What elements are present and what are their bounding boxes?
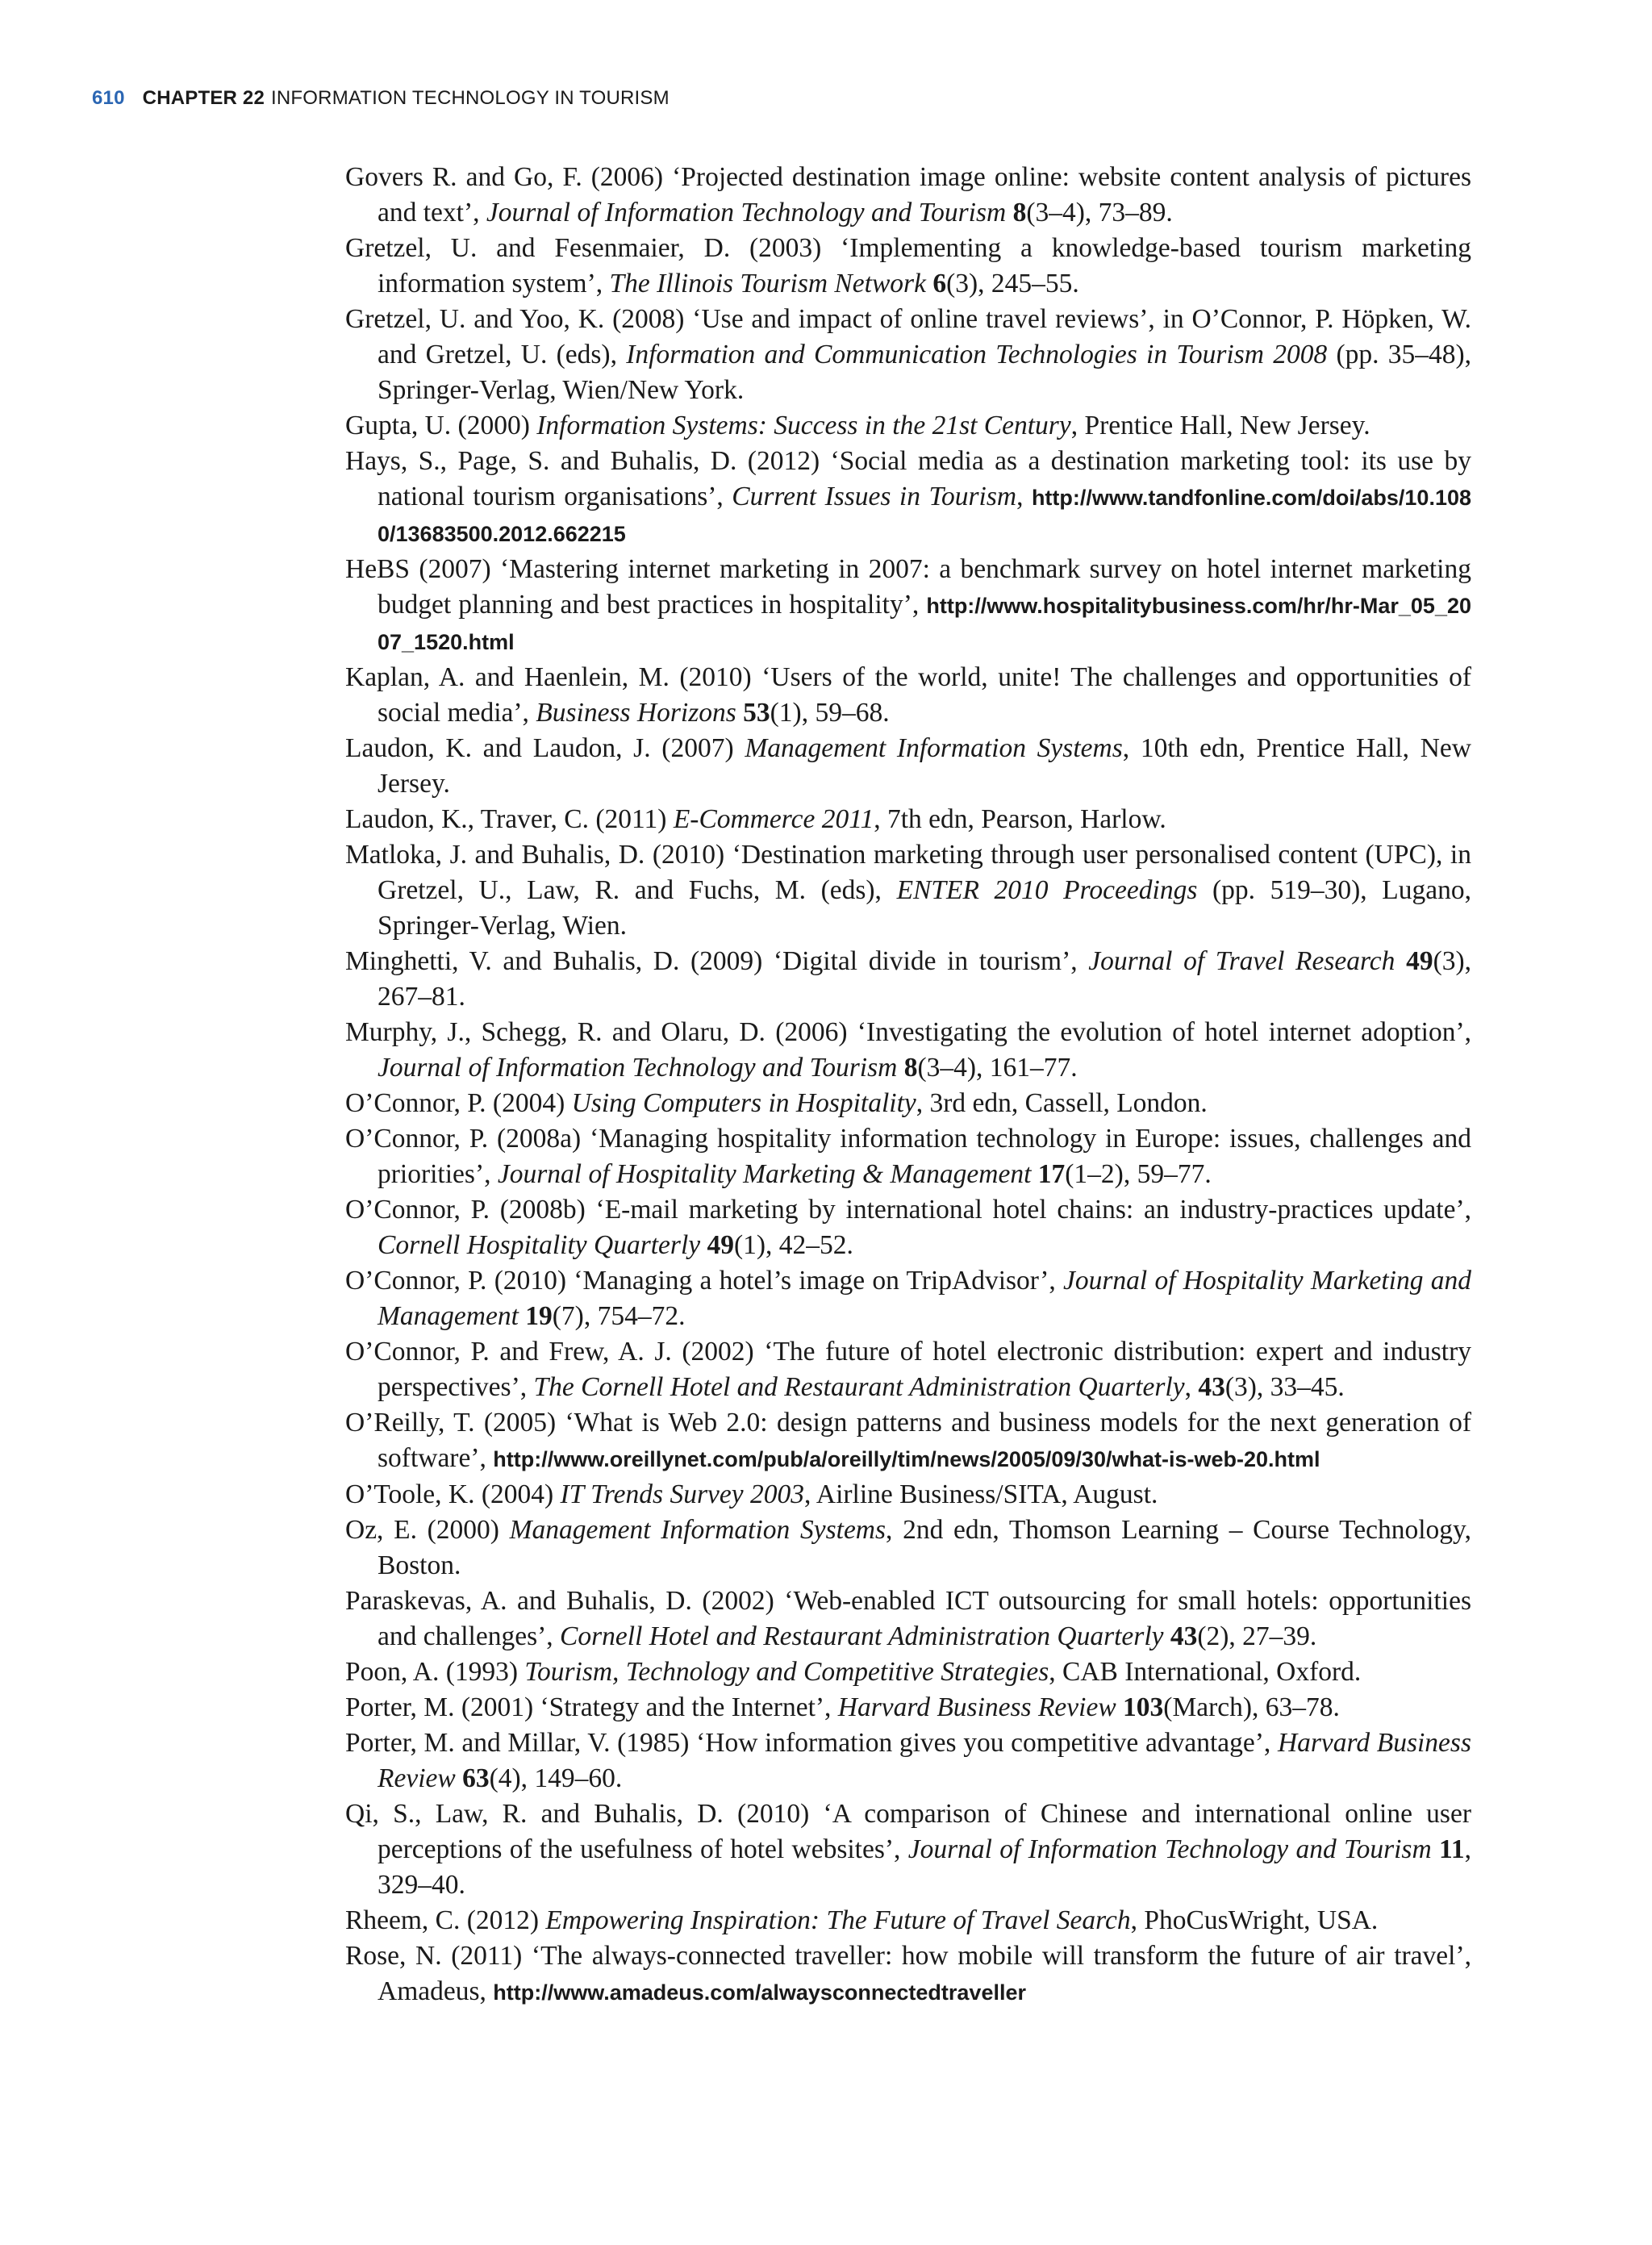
reference-text: (3–4), 73–89. [1026, 198, 1173, 227]
reference-text: , 3rd edn, Cassell, London. [916, 1088, 1208, 1118]
reference-text [456, 1763, 462, 1793]
reference-text: (3), 33–45. [1224, 1372, 1345, 1402]
reference-text [1116, 1692, 1123, 1722]
reference-entry [345, 1015, 1471, 1086]
reference-url[interactable]: http://www.amadeus.com/alwaysconnectedtraveller [493, 1980, 1026, 2005]
reference-entry [345, 1690, 1471, 1725]
publication-title: Business Horizons [536, 698, 736, 728]
reference-text: (pp. 35–48), Springer-Verlag, Wien/New York. [378, 340, 1471, 405]
reference-text [1164, 1621, 1170, 1651]
publication-title: Management Information Systems [509, 1515, 886, 1545]
reference-text: , 10th edn, Prentice Hall, New Jersey. [378, 733, 1471, 799]
reference-text: Laudon, K. and Laudon, J. (2007) [345, 733, 745, 763]
reference-text [700, 1230, 707, 1260]
reference-text: Govers R. and Go, F. (2006) ‘Projected destination image online: website content analysis of pictures and text’, [345, 162, 1471, 227]
reference-entry [345, 1192, 1471, 1263]
publication-title: Information and Communication Technologies in Tourism 2008 [626, 340, 1328, 369]
reference-text: (4), 149–60. [489, 1763, 623, 1793]
chapter-title: INFORMATION TECHNOLOGY IN TOURISM [271, 87, 670, 109]
reference-text: , Airline Business/SITA, August. [803, 1479, 1158, 1509]
reference-text: Hays, S., Page, S. and Buhalis, D. (2012) ‘Social media as a destination marketing tool: its use by national tourism organisations’, [345, 446, 1471, 511]
reference-list [345, 160, 1471, 2010]
reference-text: (March), 63–78. [1163, 1692, 1340, 1722]
publication-title: Using Computers in Hospitality [571, 1088, 916, 1118]
publication-title: Empowering Inspiration: The Future of Travel Search [545, 1905, 1131, 1935]
publication-title: Journal of Hospitality Marketing and Management [378, 1266, 1471, 1331]
reference-text: Kaplan, A. and Haenlein, M. (2010) ‘Users of the world, unite! The challenges and opportunities of social media’, [345, 662, 1471, 728]
publication-title: Cornell Hotel and Restaurant Administration Quarterly [560, 1621, 1164, 1651]
reference-text [1031, 1159, 1037, 1189]
volume-number: 49 [1406, 946, 1433, 976]
reference-text: (1), 59–68. [770, 698, 890, 728]
chapter-label: CHAPTER 22 [142, 87, 265, 109]
publication-title: Management Information Systems [745, 733, 1123, 763]
volume-number: 43 [1170, 1621, 1198, 1651]
reference-text: , 329–40. [378, 1834, 1471, 1900]
publication-title: The Cornell Hotel and Restaurant Administration Quarterly [533, 1372, 1185, 1402]
volume-number: 53 [743, 698, 770, 728]
publication-title: Harvard Business Review [837, 1692, 1116, 1722]
publication-title: Harvard Business Review [378, 1728, 1471, 1793]
reference-entry [345, 552, 1471, 660]
reference-url[interactable]: http://www.hospitalitybusiness.com/hr/hr-Mar_05_2007_1520.html [378, 594, 1471, 654]
reference-text: Gretzel, U. and Yoo, K. (2008) ‘Use and impact of online travel reviews’, in O’Connor, P. Höpken, W. and Gretzel, U. (eds), [345, 304, 1471, 369]
reference-url[interactable]: http://www.oreillynet.com/pub/a/oreilly/tim/news/2005/09/30/what-is-web-20.html [493, 1447, 1320, 1471]
publication-title: IT Trends Survey 2003 [560, 1479, 804, 1509]
reference-text: (pp. 519–30), Lugano, Springer-Verlag, Wien. [378, 875, 1471, 941]
reference-text: , Prentice Hall, New Jersey. [1070, 411, 1370, 440]
reference-url[interactable]: http://www.tandfonline.com/doi/abs/10.1080/13683500.2012.662215 [378, 486, 1471, 546]
reference-text: O’Connor, P. (2004) [345, 1088, 572, 1118]
reference-entry [345, 408, 1471, 444]
reference-text: Oz, E. (2000) [345, 1515, 510, 1545]
volume-number: 17 [1037, 1159, 1066, 1189]
reference-entry [345, 444, 1471, 552]
volume-number: 63 [462, 1763, 490, 1793]
publication-title: Information Systems: Success in the 21st Century [536, 411, 1071, 440]
reference-entry [345, 1584, 1471, 1655]
reference-text: Poon, A. (1993) [345, 1657, 525, 1687]
reference-text: O’Toole, K. (2004) [345, 1479, 561, 1509]
volume-number: 49 [707, 1230, 734, 1260]
page-number: 610 [92, 87, 125, 109]
reference-entry [345, 1903, 1471, 1938]
publication-title: E-Commerce 2011 [673, 804, 874, 834]
reference-text: O’Connor, P. (2008a) ‘Managing hospitality information technology in Europe: issues, challenges and priorities’, [345, 1124, 1471, 1189]
reference-text: HeBS (2007) ‘Mastering internet marketing in 2007: a benchmark survey on hotel internet marketing budget planning and best practices in hospitality’, [345, 554, 1471, 620]
reference-entry [345, 802, 1471, 837]
reference-text: Qi, S., Law, R. and Buhalis, D. (2010) ‘A comparison of Chinese and international online user perceptions of the usefulness of hotel websites’, [345, 1799, 1471, 1864]
reference-text: (3–4), 161–77. [917, 1053, 1078, 1083]
reference-text: O’Connor, P. and Frew, A. J. (2002) ‘The future of hotel electronic distribution: expert and industry perspectives’, [345, 1337, 1471, 1402]
reference-text: Rheem, C. (2012) [345, 1905, 546, 1935]
reference-text [897, 1053, 903, 1083]
reference-entry [345, 302, 1471, 408]
reference-entry [345, 731, 1471, 802]
reference-text [1006, 198, 1012, 227]
reference-text: (1), 42–52. [734, 1230, 853, 1260]
volume-number: 8 [903, 1053, 918, 1083]
volume-number: 11 [1438, 1834, 1465, 1864]
reference-text: , [1016, 482, 1032, 511]
reference-entry [345, 231, 1471, 302]
reference-text: Matloka, J. and Buhalis, D. (2010) ‘Destination marketing through user personalised content (UPC), in Gretzel, U., Law, R. and Fuchs, M. (eds), [345, 840, 1471, 905]
volume-number: 19 [525, 1301, 553, 1331]
volume-number: 103 [1123, 1692, 1164, 1722]
reference-text [1395, 946, 1406, 976]
reference-text [1432, 1834, 1439, 1864]
reference-entry [345, 1405, 1471, 1477]
reference-text: (2), 27–39. [1197, 1621, 1317, 1651]
reference-entry [345, 1334, 1471, 1405]
publication-title: Journal of Information Technology and Tourism [378, 1053, 898, 1083]
reference-entry [345, 1725, 1471, 1796]
reference-text: Minghetti, V. and Buhalis, D. (2009) ‘Digital divide in tourism’, [345, 946, 1089, 976]
reference-entry [345, 160, 1471, 231]
reference-entry [345, 1477, 1471, 1513]
reference-entry [345, 944, 1471, 1015]
volume-number: 6 [932, 269, 947, 298]
publication-title: The Illinois Tourism Network [609, 269, 926, 298]
reference-text: (1–2), 59–77. [1065, 1159, 1212, 1189]
publication-title: Journal of Travel Research [1088, 946, 1395, 976]
reference-text: , CAB International, Oxford. [1049, 1657, 1362, 1687]
publication-title: ENTER 2010 Proceedings [896, 875, 1198, 905]
reference-entry [345, 660, 1471, 731]
reference-text: , PhoCusWright, USA. [1130, 1905, 1379, 1935]
volume-number: 43 [1198, 1372, 1225, 1402]
reference-entry [345, 1086, 1471, 1121]
reference-entry [345, 1121, 1471, 1192]
reference-text: O’Connor, P. (2010) ‘Managing a hotel’s image on TripAdvisor’, [345, 1266, 1063, 1296]
reference-text: (3), 267–81. [378, 946, 1471, 1012]
reference-text: Porter, M. and Millar, V. (1985) ‘How information gives you competitive advantage’, [345, 1728, 1278, 1758]
reference-text: Rose, N. (2011) ‘The always-connected traveller: how mobile will transform the future of air travel’, Amadeus, [345, 1941, 1471, 2006]
reference-entry [345, 1938, 1471, 2010]
publication-title: Journal of Hospitality Marketing & Management [497, 1159, 1032, 1189]
reference-text: , 7th edn, Pearson, Harlow. [874, 804, 1166, 834]
reference-entry [345, 837, 1471, 944]
reference-entry [345, 1796, 1471, 1903]
publication-title: Current Issues in Tourism [732, 482, 1017, 511]
volume-number: 8 [1012, 198, 1027, 227]
reference-text: Gupta, U. (2000) [345, 411, 537, 440]
reference-text: , 2nd edn, Thomson Learning – Course Technology, Boston. [378, 1515, 1472, 1580]
publication-title: Journal of Information Technology and Tourism [907, 1834, 1432, 1864]
reference-text: Porter, M. (2001) ‘Strategy and the Internet’, [345, 1692, 838, 1722]
publication-title: Tourism, Technology and Competitive Strategies [524, 1657, 1049, 1687]
reference-entry [345, 1263, 1471, 1334]
reference-text: Paraskevas, A. and Buhalis, D. (2002) ‘Web-enabled ICT outsourcing for small hotels: opportunities and challenges’, [345, 1586, 1471, 1651]
reference-text [736, 698, 743, 728]
reference-text: (3), 245–55. [946, 269, 1079, 298]
reference-entry [345, 1655, 1471, 1690]
reference-text: Murphy, J., Schegg, R. and Olaru, D. (2006) ‘Investigating the evolution of hotel internet adoption’, [345, 1017, 1471, 1047]
reference-text: , [1184, 1372, 1199, 1402]
reference-text: Gretzel, U. and Fesenmaier, D. (2003) ‘Implementing a knowledge-based tourism marketing information system’, [345, 233, 1471, 298]
reference-text: O’Reilly, T. (2005) ‘What is Web 2.0: design patterns and business models for the next generation of software’, [345, 1408, 1471, 1473]
publication-title: Journal of Information Technology and Tourism [486, 198, 1007, 227]
reference-text: Laudon, K., Traver, C. (2011) [345, 804, 674, 834]
reference-text: (7), 754–72. [552, 1301, 686, 1331]
publication-title: Cornell Hospitality Quarterly [378, 1230, 701, 1260]
reference-text: O’Connor, P. (2008b) ‘E-mail marketing by international hotel chains: an industry-practices update’, [345, 1195, 1471, 1225]
running-head [92, 87, 670, 110]
reference-entry [345, 1513, 1471, 1584]
